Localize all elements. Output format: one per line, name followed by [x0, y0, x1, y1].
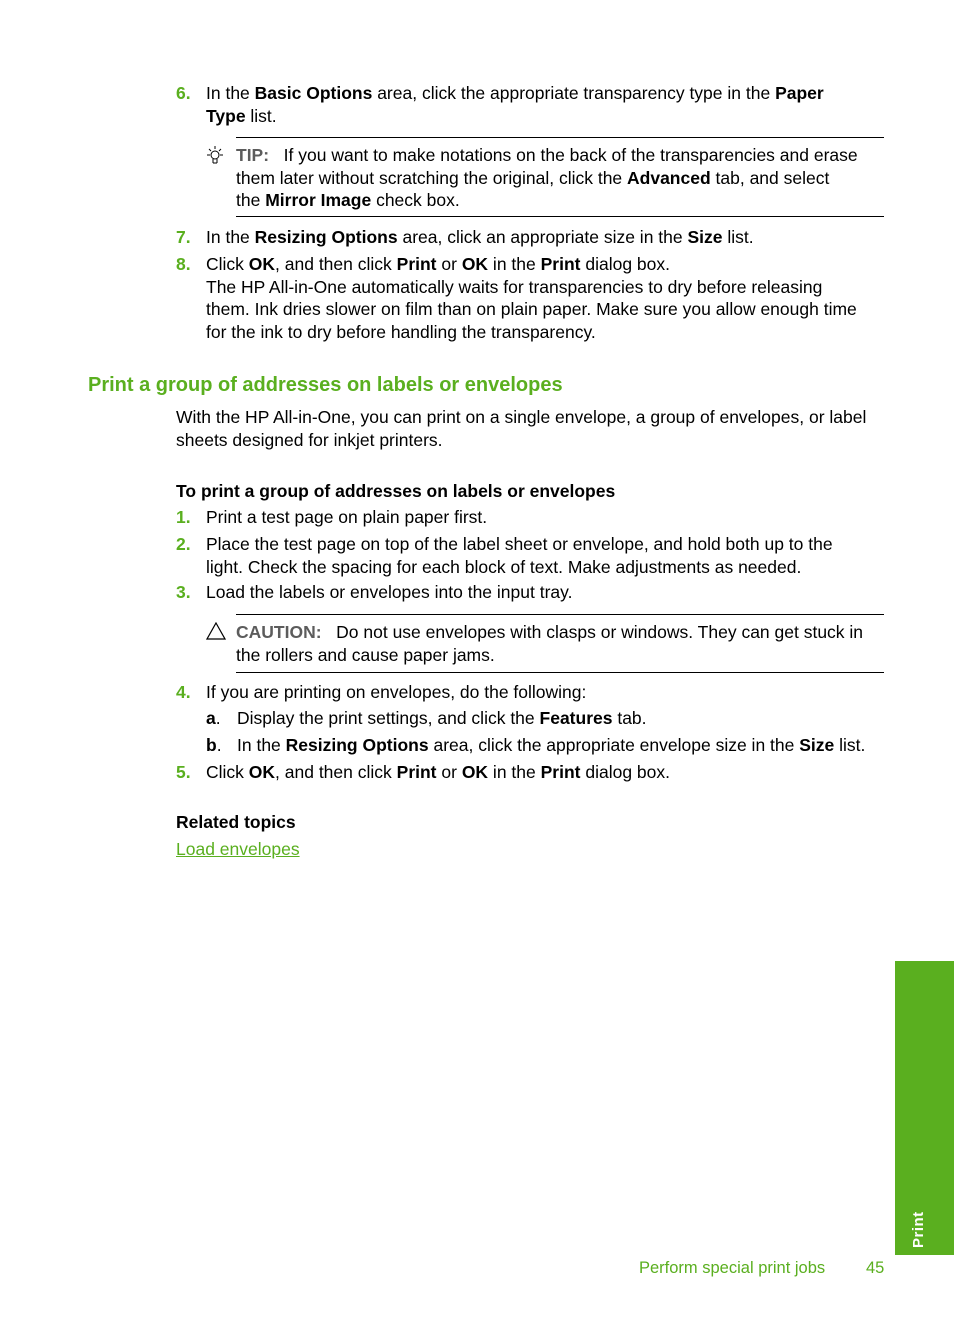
page-number: 45: [866, 1259, 885, 1277]
caution-top-rule: [236, 614, 884, 615]
step-2-text: Place the test page on top of the label sheet or envelope, and hold both up to the light. Check the spacing for each block of text. Make adjustments as needed.: [206, 534, 833, 577]
step-number: 6.: [176, 83, 191, 103]
related-topics-heading: Related topics: [176, 812, 296, 832]
step-number: 4.: [176, 682, 191, 702]
tip-bottom-rule: [236, 216, 884, 217]
section-heading: Print a group of addresses on labels or envelopes: [88, 374, 563, 396]
step-1-text: Print a test page on plain paper first.: [206, 507, 488, 527]
caution-bottom-rule: [236, 672, 884, 673]
tip-text: TIP: If you want to make notations on the back of the transparencies and erase them later without scratching the original, click the Advanced tab, and select the Mirror Image check box.: [236, 145, 858, 210]
step-number: 5.: [176, 762, 191, 782]
section-intro: With the HP All-in-One, you can print on a single envelope, a group of envelopes, or label sheets designed for inkjet printers.: [176, 407, 867, 450]
step-4-text: If you are printing on envelopes, do the following:: [206, 682, 587, 702]
procedure-heading: To print a group of addresses on labels or envelopes: [176, 481, 616, 501]
substep-b-text: In the Resizing Options area, click the appropriate envelope size in the Size list.: [237, 735, 866, 755]
substep-a-text: Display the print settings, and click the Features tab.: [237, 708, 647, 728]
caution-label: CAUTION:: [236, 622, 322, 642]
step-number: 1.: [176, 507, 191, 527]
load-envelopes-link[interactable]: Load envelopes: [176, 839, 300, 859]
related-topics-list: [176, 838, 886, 861]
step-7-text: In the Resizing Options area, click an appropriate size in the Size list.: [206, 227, 754, 247]
tip-top-rule: [236, 137, 884, 138]
step-6-text: In the Basic Options area, click the appropriate transparency type in the Paper Type list.: [206, 83, 824, 126]
step-number: 8.: [176, 254, 191, 274]
step-number: 3.: [176, 582, 191, 602]
substep-letter: a.: [206, 708, 221, 728]
caution-triangle-icon: [206, 622, 226, 640]
step-5-text: Click OK, and then click Print or OK in the Print dialog box.: [206, 762, 670, 782]
caution-text: CAUTION: Do not use envelopes with clasps or windows. They can get stuck in the rollers and cause paper jams.: [236, 622, 864, 665]
substep-letter: b.: [206, 735, 222, 755]
lightbulb-icon: [205, 145, 225, 167]
step-3-text: Load the labels or envelopes into the input tray.: [206, 582, 573, 602]
chapter-side-tab-label: Print: [910, 1211, 927, 1248]
tip-label: TIP:: [236, 145, 270, 165]
step-8-text: Click OK, and then click Print or OK in the Print dialog box. The HP All-in-One automatically waits for transparencies to dry before releasing them. Ink dries slower on film than on plain paper. Make sure you allow enough time for the ink to dry before handling the transparency.: [206, 254, 857, 342]
step-number: 7.: [176, 227, 191, 247]
footer-section-title: Perform special print jobs: [639, 1259, 826, 1277]
step-number: 2.: [176, 534, 191, 554]
